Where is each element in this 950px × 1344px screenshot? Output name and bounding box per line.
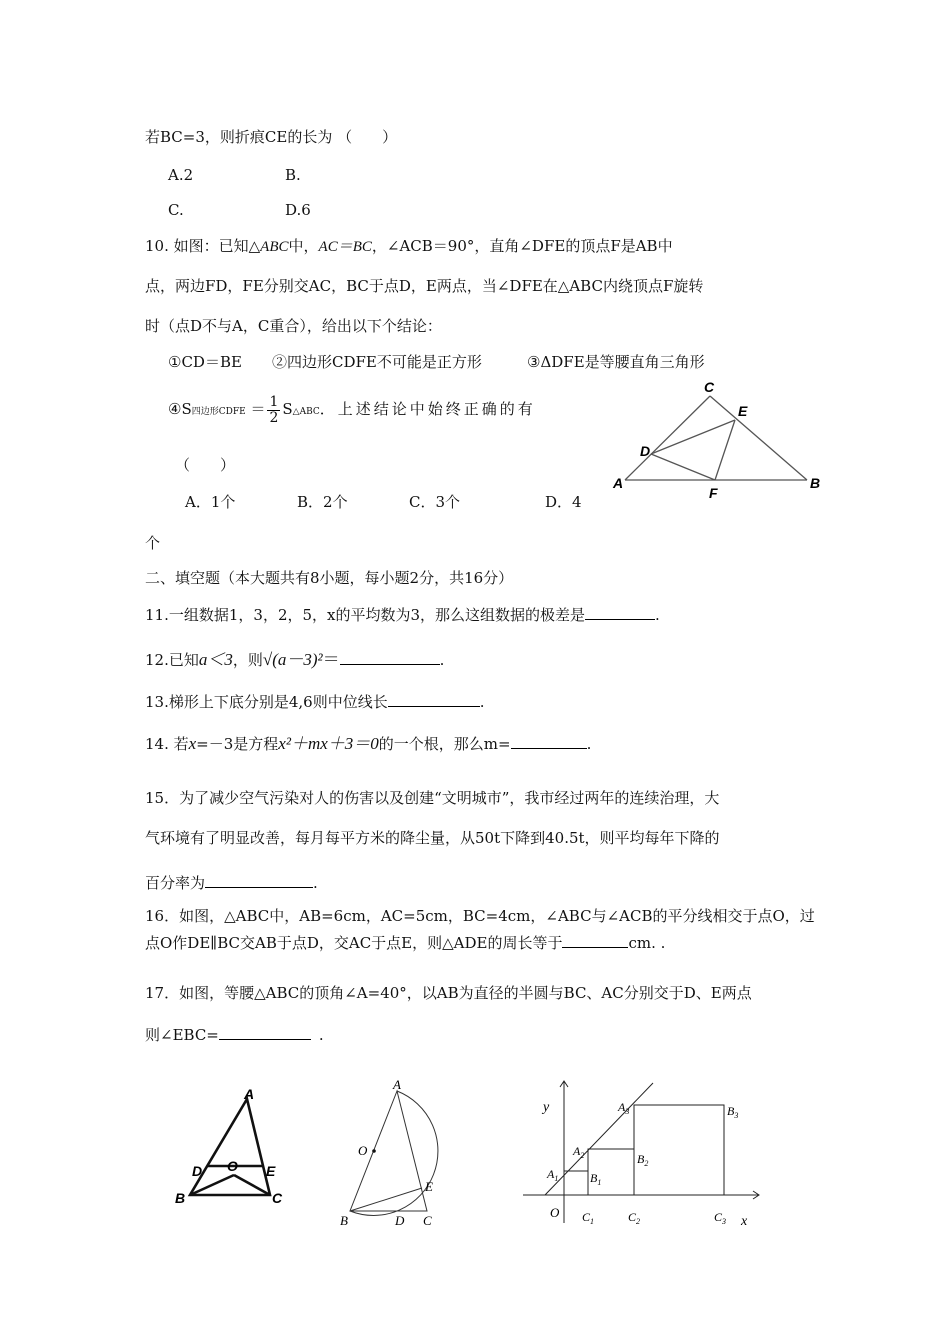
fig17-center-point [372,1149,376,1153]
q17-semicircle-figure [335,1075,455,1230]
q10-option-d: D．4 [545,493,582,511]
fig10-label-e: E [738,403,748,419]
fig10-label-d: D [640,443,651,459]
q14-answer-blank [511,733,587,749]
fig16-label-o: O [227,1158,238,1174]
q10-line2: 点，两边FD，FE分别交AC，BC于点D，E两点，当∠DFE在△ABC内绕顶点F旋转 [145,277,704,295]
q12-radical-expression: √(a－3)² [262,650,323,669]
fig17-label-e: E [425,1179,433,1194]
fig3-label-b2: $B_2$ [637,1152,649,1168]
q11-answer-blank [585,604,655,620]
q10-conclusion-2: ②四边形CDFE不可能是正方形 [272,353,482,371]
fig10-label-b: B [810,475,821,491]
fig16-label-d: D [192,1163,203,1179]
q10-option-b: B．2个 [297,493,348,511]
fig17-label-o: O [358,1143,368,1158]
q17-line1: 17．如图，等腰△ABC的顶角∠A=40°，以AB为直径的半圆与BC、AC分别交于D、E两点 [145,984,752,1002]
fig17-segment-be [350,1188,422,1211]
q15-line3: 百分率为 . [145,874,318,892]
fig16-label-c: C [272,1190,283,1206]
fig10-label-f: F [709,485,718,500]
q13: 13.梯形上下底分别是4,6则中位线长 . [145,693,485,711]
fig17-label-a: A [393,1077,401,1092]
q16-triangle-figure [170,1085,290,1210]
q11: 11.一组数据1，3，2，5，x的平均数为3，那么这组数据的极差是 . [145,606,660,624]
fig3-label-c2: $C_2$ [628,1210,641,1226]
q9-stem: 若BC=3，则折痕CE的长为 （ ） [145,128,398,146]
q9-option-c: C. [168,201,184,219]
q15-answer-blank [205,872,313,888]
fig16-label-b: B [175,1190,186,1206]
fig17-label-b: B [340,1213,348,1228]
fig3-label-a2: $A_2$ [573,1144,585,1160]
fig10-segment-de [651,420,735,454]
q14: 14. 若x=－3是方程x²＋mx＋3＝0的一个根，那么m= . [145,734,592,753]
fig17-label-c: C [423,1213,432,1228]
q10-option-a: A．1个 [185,493,236,511]
fig3-label-c1: $C_1$ [582,1210,595,1226]
fig3-label-y: y [543,1100,550,1115]
fig10-segment-df [651,454,715,480]
q10-option-c: C．3个 [409,493,461,511]
q10-option-d-tail: 个 [145,534,161,552]
q16-answer-blank [562,932,628,948]
fig3-square-3 [634,1105,724,1195]
fig10-side-ac [625,396,710,480]
q15-line1: 15．为了减少空气污染对人的伤害以及创建“文明城市”，我市经过两年的连续治理，大 [145,789,720,807]
q10-conclusion-4: ④S四边形CDFE ＝ $\frac{1}{2}$ S△ABC．上述结论中始终正确的有 [168,393,536,426]
q10-conclusion-3: ③ΔDFE是等腰直角三角形 [527,353,705,371]
fig3-square-1 [564,1171,588,1195]
q12: 12.已知a＜3，则√(a－3)²＝ . [145,650,445,670]
fig3-label-o: O [550,1205,560,1220]
q15-line2: 气环境有了明显改善，每月每平方米的降尘量，从50t下降到40.5t，则平均每年下降的 [145,829,720,847]
fig3-label-c3: $C_3$ [714,1210,727,1226]
fig3-label-b3: $B_3$ [727,1104,739,1120]
fig16-label-e: E [266,1163,276,1179]
fig10-side-bc [710,396,807,480]
fraction-one-half: $\frac{1}{2}$ [269,393,279,426]
q9-option-b: B. [285,166,301,184]
fig3-label-a1: $A_1$ [547,1167,559,1183]
fig10-segment-fe [715,420,735,480]
q16-line1: 16．如图，△ABC中，AB=6cm，AC=5cm，BC=4cm，∠ABC与∠ACB的平分线相交于点O，过 [145,907,815,925]
q10-triangle-figure [605,378,835,500]
fig10-label-a: A [613,475,624,491]
q17-answer-blank [219,1024,311,1040]
q10-answer-paren: （ ） [175,456,236,474]
q13-answer-blank [388,691,480,707]
q10-conclusion-1: ①CD＝BE [168,353,242,371]
q9-option-a: A.2 [168,166,194,184]
q10-line1: 10. 如图：已知△ABC中，AC＝BC，∠ACB＝90°，直角∠DFE的顶点F是AB中 [145,237,673,255]
q9-option-d: D.6 [285,201,311,219]
q12-answer-blank [340,649,440,665]
fig3-label-a3: $A_3$ [618,1100,630,1116]
fig16-label-a: A [244,1086,255,1102]
fig17-label-d: D [395,1213,405,1228]
squares-on-line-figure [515,1075,765,1235]
q14-equation: x²＋mx＋3＝0 [278,734,379,753]
fig3-label-b1: $B_1$ [590,1171,602,1187]
q16-line2: 点O作DE∥BC交AB于点D，交AC于点E，则△ADE的周长等于 cm. . [145,934,666,952]
section-2-heading: 二、填空题（本大题共有8小题，每小题2分，共16分） [145,569,514,587]
q10-line3: 时（点D不与A，C重合），给出以下个结论： [145,317,442,335]
fig10-label-c: C [704,379,715,395]
q17-line2: 则∠EBC= . [145,1026,324,1044]
fig16-triangle-abc [190,1099,270,1195]
fig3-label-x: x [741,1214,748,1229]
